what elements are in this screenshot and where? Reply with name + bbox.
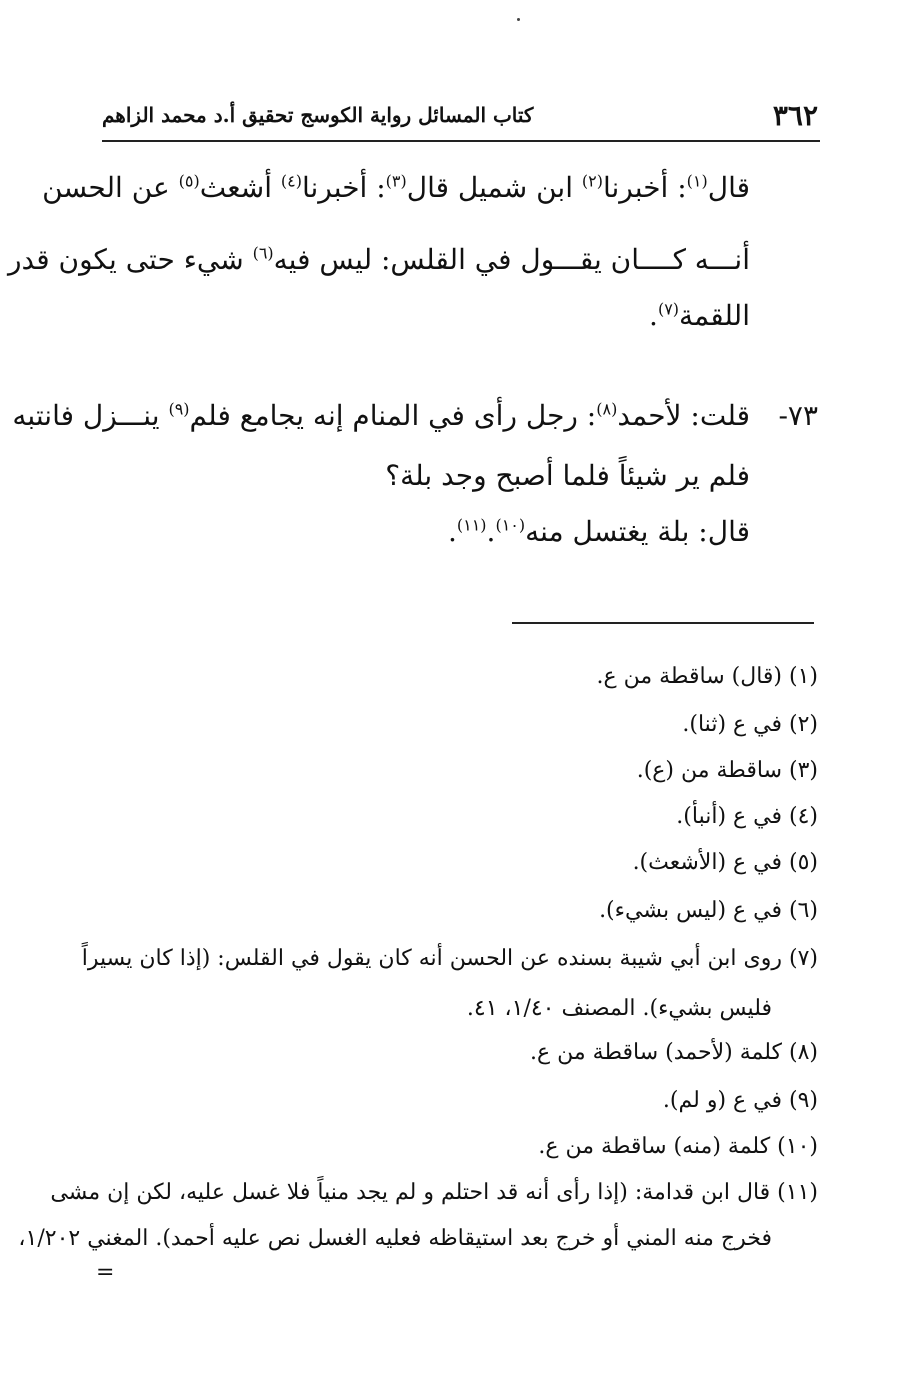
- page-header: [102, 98, 818, 132]
- body-line-2: أنـــه كــــان يقـــول في القلس: ليس فيه$^{(٦)}$ شيء حتى يكون قدر: [8, 243, 750, 276]
- footnote-9: (٩) في ع (و لم).: [662, 1088, 818, 1113]
- body-line-3: اللقمة$^{(٧)}$.: [649, 299, 750, 332]
- footnote-6: (٦) في ع (ليس بشيء).: [599, 898, 818, 923]
- entry-line-3: قال: بلة يغتسل منه$^{(١٠)}$.$^{(١١)}$.: [447, 515, 750, 548]
- scan-speck: [517, 18, 520, 21]
- footnote-ref: (٥): [178, 171, 200, 191]
- footnote-rule: [512, 622, 814, 624]
- footnote-ref: (١٠): [495, 515, 526, 535]
- footnote-1: (١) (قال) ساقطة من ع.: [596, 664, 818, 689]
- header-rule: [102, 140, 820, 142]
- footnote-ref: (١١): [456, 515, 487, 535]
- running-title: كتاب المسائل رواية الكوسج تحقيق أ.د محمد الزاهم: [102, 103, 534, 127]
- footnote-8: (٨) كلمة (لأحمد) ساقطة من ع.: [530, 1040, 818, 1065]
- footnote-10: (١٠) كلمة (منه) ساقطة من ع.: [538, 1134, 818, 1159]
- footnote-4: (٤) في ع (أنبأ).: [676, 804, 818, 829]
- entry-line-2: فلم ير شيئاً فلما أصبح وجد بلة؟: [385, 459, 750, 492]
- footnote-ref: (١): [686, 171, 708, 191]
- footnote-11-line-2: فخرج منه المني أو خرج بعد استيقاظه فعليه الغسل نص عليه أحمد). المغني ١/٢٠٢،: [18, 1226, 772, 1251]
- footnote-ref: (٨): [596, 399, 618, 419]
- footnote-11-line-1: (١١) قال ابن قدامة: (إذا رأى أنه قد احتلم و لم يجد منياً فلا غسل عليه، لكن إن مشى: [50, 1180, 818, 1205]
- page-number: ٣٦٢: [772, 98, 818, 132]
- footnote-3: (٣) ساقطة من (ع).: [636, 758, 818, 783]
- body-line-1: قال$^{(١)}$: أخبرنا$^{(٢)}$ ابن شميل قال$^{(٣)}$: أخبرنا$^{(٤)}$ أشعث$^{(٥)}$ عن الحسن: [42, 171, 750, 204]
- footnote-7-line-2: فليس بشيء). المصنف ١/٤٠، ٤١.: [466, 996, 772, 1021]
- footnote-5: (٥) في ع (الأشعث).: [632, 850, 818, 875]
- entry-line-1: قلت: لأحمد$^{(٨)}$: رجل رأى في المنام إنه يجامع فلم$^{(٩)}$ ينـــزل فانتبه: [12, 399, 750, 432]
- footnote-2: (٢) في ع (ثنا).: [682, 712, 818, 737]
- footnote-ref: (٦): [252, 243, 274, 263]
- footnote-ref: (٧): [657, 299, 680, 319]
- footnote-ref: (٣): [385, 171, 407, 191]
- footnote-ref: (٤): [280, 171, 302, 191]
- footnote-ref: (٢): [581, 171, 603, 191]
- footnote-7-line-1: (٧) روى ابن أبي شيبة بسنده عن الحسن أنه كان يقول في القلس: (إذا كان يسيراً: [81, 946, 818, 971]
- continuation-mark: =: [96, 1260, 115, 1285]
- footnote-ref: (٩): [168, 399, 190, 419]
- entry-number: ٧٣-: [778, 399, 818, 432]
